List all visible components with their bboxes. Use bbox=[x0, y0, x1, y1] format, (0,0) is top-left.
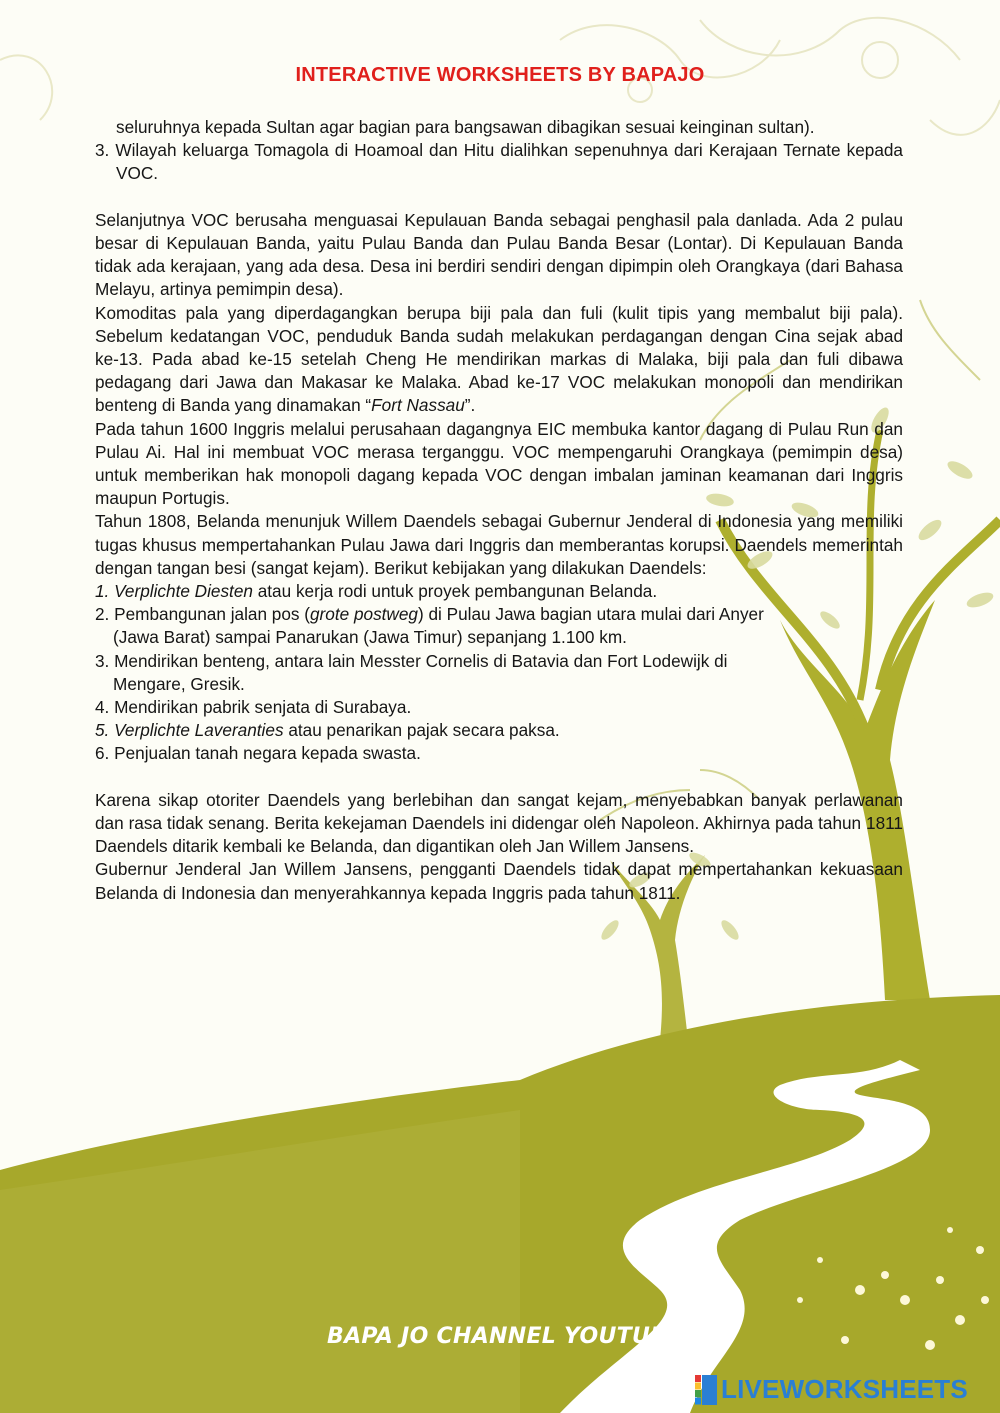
italic-term: grote postweg bbox=[310, 604, 418, 625]
spacer bbox=[95, 766, 903, 789]
paragraph-text: ”. bbox=[464, 395, 476, 416]
policy-item-3-cont: Mengare, Gresik. bbox=[113, 673, 245, 694]
policy-item-2 bbox=[95, 603, 903, 626]
paragraph-jansens: Gubernur Jenderal Jan Willem Jansens, pengganti Daendels tidak dapat mempertahankan kekuasaan Belanda di Indonesia dan menyerahkannya kepada Inggris pada tahun 1811. bbox=[95, 859, 903, 903]
paragraph-karena: Karena sikap otoriter Daendels yang berlebihan dan sangat kejam, menyebabkan banyak perlawanan dan rasa tidak senang. Berita kekejaman Daendels ini didengar oleh Napoleon. Akhirnya pada tahun 1811 Daendels ditarik kembali ke Belanda, dan digantikan oleh Jan Willem Jansens. bbox=[95, 789, 903, 857]
policy-item-2-cont: (Jawa Barat) sampai Panarukan (Jawa Timur) sepanjang 1.100 km. bbox=[113, 627, 627, 648]
list-text: atau kerja rodi untuk proyek pembangunan Belanda. bbox=[252, 581, 658, 602]
list-text: 2. Pembangunan jalan pos ( bbox=[95, 604, 310, 625]
list-text: Wilayah keluarga Tomagola di Hoamoal dan Hitu dialihkan sepenuhnya dari Kerajaan Ternate kepada VOC. bbox=[115, 140, 903, 184]
paragraph-daendels: Tahun 1808, Belanda menunjuk Willem Daendels sebagai Gubernur Jenderal di Indonesia yang memiliki tugas khusus mempertahankan Pulau Jawa dari Inggris dan memberantas korupsi. Daendels memerintah dengan tangan besi (sangat kejam). Berikut kebijakan yang dilakukan Daendels: bbox=[95, 511, 903, 578]
liveworksheets-logo-icon bbox=[695, 1375, 717, 1405]
policy-item-4: 4. Mendirikan pabrik senjata di Surabaya. bbox=[95, 697, 412, 718]
list-number: 3. bbox=[95, 140, 110, 161]
green-hill bbox=[0, 995, 1000, 1413]
paragraph-text: Komoditas pala yang diperdagangkan berupa biji pala dan fuli (kulit tipis yang membalut biji pala). Sebelum kedatangan VOC, penduduk Banda sudah melakukan perdagangan dengan Cina sejak abad ke-13. Pada abad ke-15 setelah Cheng He mendirikan markas di Malaka, biji pala dan fuli dibawa pedagang dari Jawa dan Makasar ke Malaka. Abad ke-17 VOC melakukan monopoli dan mendirikan benteng di Banda yang dinamakan “ bbox=[95, 302, 903, 416]
spacer bbox=[95, 186, 903, 209]
channel-footer: BAPA JO CHANNEL YOUTUBE bbox=[327, 1324, 683, 1349]
policy-item-3: 3. Mendirikan benteng, antara lain Messter Cornelis di Batavia dan Fort Lodewijk di bbox=[95, 650, 728, 671]
brand-name: LIVEWORKSHEETS bbox=[721, 1374, 968, 1404]
page-title: INTERACTIVE WORKSHEETS BY BAPAJO bbox=[295, 64, 705, 86]
list-text: atau penarikan pajak secara paksa. bbox=[283, 720, 560, 741]
intro-list-item-3 bbox=[95, 139, 903, 185]
paragraph-banda: Selanjutnya VOC berusaha menguasai Kepulauan Banda sebagai penghasil pala danlada. Ada 2 pulau besar di Kepulauan Banda, yaitu Pulau Banda dan Pulau Banda Besar (Lontar). Di Kepulauan Banda tidak ada kerajaan, yang ada desa. Desa ini berdiri sendiri dengan dipimpin oleh Orangkaya (dari Bahasa Melayu, artinya pemimpin desa). bbox=[95, 209, 903, 300]
policy-item-6: 6. Penjualan tanah negara kepada swasta. bbox=[95, 743, 421, 764]
policy-item-5 bbox=[95, 719, 903, 742]
policy-item-1 bbox=[95, 580, 903, 603]
list-text: ) di Pulau Jawa bagian utara mulai dari Anyer bbox=[417, 604, 764, 625]
italic-term: Fort Nassau bbox=[371, 395, 465, 416]
paragraph-inggris: Pada tahun 1600 Inggris melalui perusahaan dagangnya EIC membuka kantor dagang di Pulau Run dan Pulau Ai. Hal ini membuat VOC merasa terganggu. VOC mempengaruhi Orangkaya (pemimpin desa) untuk memberikan hak monopoli dagang kepada VOC dengan imbalan jaminan keamanan dari Inggris maupun Portugis. bbox=[95, 418, 903, 509]
italic-term: 1. Verplichte Diesten bbox=[95, 581, 253, 602]
paragraph-komoditas bbox=[95, 302, 903, 418]
liveworksheets-brand[interactable] bbox=[695, 1374, 968, 1405]
text-body bbox=[95, 116, 903, 905]
italic-term: 5. Verplichte Laveranties bbox=[95, 720, 284, 741]
intro-continuation: seluruhnya kepada Sultan agar bagian para bangsawan dibagikan sesuai keinginan sultan). bbox=[116, 117, 815, 137]
